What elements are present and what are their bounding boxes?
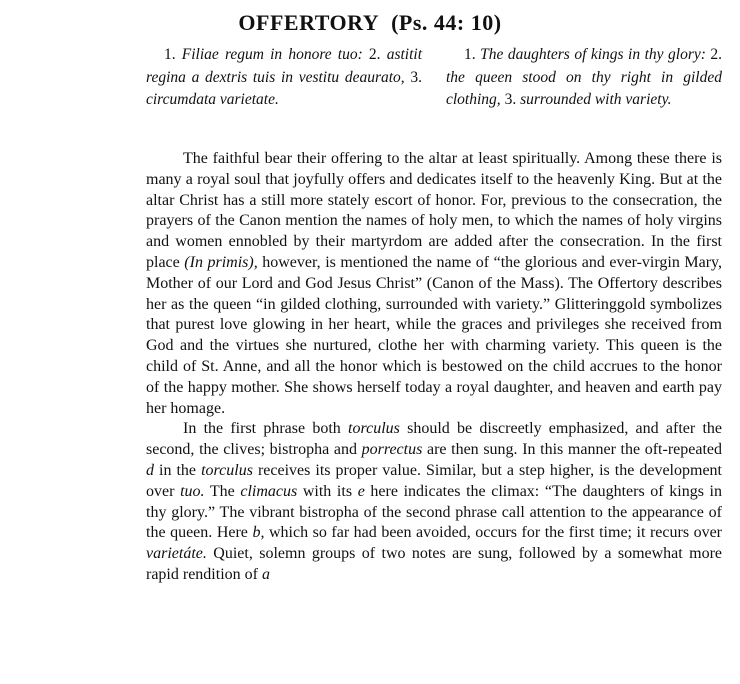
italic-text: b,	[252, 524, 265, 542]
italic-text: (In primis),	[184, 253, 258, 271]
heading-title: OFFERTORY	[238, 10, 380, 35]
text-run: 3.	[404, 68, 422, 86]
italic-text: circumdata varietate.	[146, 91, 279, 108]
text-run: 2.	[362, 46, 387, 63]
latin-column	[146, 44, 422, 112]
text-run: The	[204, 482, 241, 500]
italic-text: astitit regina a dextris tuis in vestitu deaurato,	[146, 46, 423, 86]
italic-text: surrounded with variety.	[520, 91, 672, 108]
italic-text: torculus	[348, 420, 400, 438]
italic-text: varietáte.	[146, 545, 207, 563]
text-run: 3.	[500, 91, 521, 108]
italic-text: tuo.	[180, 482, 205, 500]
italic-text: the queen stood on thy right in gilded clothing,	[446, 68, 722, 108]
italic-text: e	[357, 482, 365, 500]
text-run: 1.	[464, 46, 481, 63]
italic-text: d	[146, 461, 154, 479]
italic-text: a	[261, 565, 270, 583]
section-heading	[0, 10, 740, 36]
italic-text: The daughters of kings in thy glory:	[480, 46, 706, 63]
italic-text: Filiae regum in honore tuo:	[181, 46, 363, 63]
commentary	[146, 149, 722, 586]
text-run: in the	[154, 461, 202, 479]
text-run: 2.	[705, 46, 722, 63]
italic-text: torculus	[201, 461, 253, 479]
text-run: should be discreetly emphasized, and after the second, the clives; bistropha and	[146, 420, 722, 459]
text-run: 1.	[164, 46, 182, 63]
text-run: receives its proper value. Similar, but a step higher, is the development over	[146, 461, 722, 500]
commentary-paragraph	[146, 149, 722, 419]
heading-reference: (Ps. 44: 10)	[391, 10, 502, 35]
italic-text: climacus	[240, 482, 298, 500]
text-run: however, is mentioned the name of “the glorious and ever-virgin Mary, Mother of our Lord and God Jesus Christ” (Canon of the Mass). The Offertory describes her as the queen “in gilded clothing, surrounded with variety.” Glitteringgold symbolizes that purest love glowing in her heart, while the graces and privileges she received from God and the virtues she nurtured, clothe her with charming variety. This queen is the child of St. Anne, and all the honor which is bestowed on the child accrues to the honor of the happy mother. She shows herself today a royal daughter, and heaven and earth pay her homage.	[146, 253, 722, 417]
text-run: In the first phrase both	[183, 420, 349, 438]
commentary-paragraph	[146, 419, 722, 585]
text-run: here indicates the climax: “The daughters of kings in thy glory.” The vibrant bistropha of the second phrase call attention to the appearance of the queen. Here	[146, 482, 722, 542]
text-run: which so far had been avoided, occurs for the first time; it recurs over	[264, 524, 723, 542]
text-run: Quiet, solemn groups of two notes are sung, followed by a somewhat more rapid rendition of	[146, 545, 722, 583]
italic-text: porrectus	[361, 441, 423, 459]
text-run: The faithful bear their offering to the altar at least spiritually. Among these there is many a royal soul that joyfully offers and dedicates itself to the heavenly King. But at the altar Christ has a still more stately escort of honor. For, previous to the consecration, the prayers of the Canon mention the names of holy men, to which the names of holy virgins and women ennobled by their martyrdom are added after the consecration. In the first place	[146, 150, 722, 271]
text-run: with its	[297, 482, 358, 500]
text-run: are then sung. In this manner the oft-repeated	[422, 441, 722, 459]
english-column	[446, 44, 722, 112]
chant-text-columns	[146, 44, 722, 112]
